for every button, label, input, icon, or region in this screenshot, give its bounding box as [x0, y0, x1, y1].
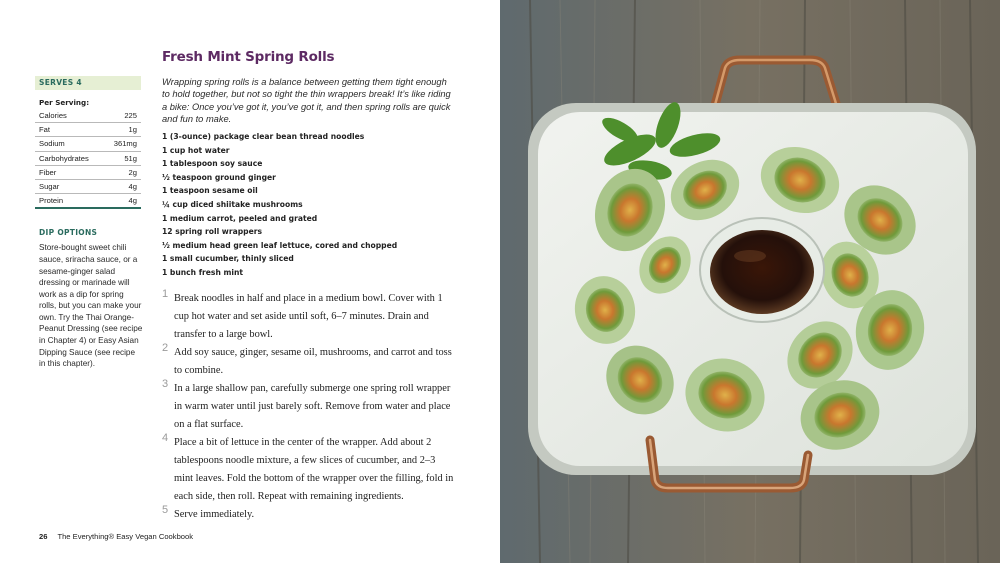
nutrient-label: Fiber — [39, 167, 57, 177]
nutrition-row — [35, 194, 141, 209]
per-serving-label: Per Serving: — [39, 98, 90, 107]
spring-rolls-photo — [500, 0, 1000, 563]
ingredient-item: 1 tablespoon soy sauce — [162, 159, 263, 169]
page-number: 26 — [39, 532, 48, 541]
nutrition-table — [35, 109, 141, 209]
nutrient-value: 1g — [128, 125, 137, 135]
nutrition-row — [35, 109, 141, 123]
page-footer — [39, 532, 193, 541]
step-item — [162, 288, 454, 342]
step-item — [162, 378, 454, 432]
ingredient-item: 1 (3-ounce) package clear bean thread noodles — [162, 132, 365, 141]
nutrition-row — [35, 123, 141, 137]
nutrient-value: 225 — [124, 111, 137, 120]
nutrient-value: 361mg — [113, 139, 137, 149]
step-text: In a large shallow pan, carefully submerge one spring roll wrapper in warm water until just barely soft. Remove from water and place on a flat surface. — [174, 383, 451, 430]
nutrient-label: Fat — [39, 125, 50, 135]
step-number: 2 — [162, 342, 169, 354]
ingredient-item: ½ medium head green leaf lettuce, cored and chopped — [162, 240, 398, 250]
step-number: 1 — [162, 288, 169, 300]
serves-badge: SERVES 4 — [35, 76, 141, 90]
step-list — [162, 288, 454, 522]
ingredient-item: 1 cup hot water — [162, 145, 230, 155]
ingredient-list — [162, 130, 462, 280]
nutrient-label: Sugar — [39, 181, 60, 191]
nutrition-row — [35, 166, 141, 180]
dip-options-text: Store-bought sweet chili sauce, sriracha sauce, or a sesame-ginger salad dressing or marinade will work as a dip for spring rolls, but you can make your own. Try the Thai Orange-Peanut Dressing (see recipe in Chapter 4) or Easy Asian Dipping Sauce (see recipe in this chapter). — [39, 243, 143, 369]
food-photo — [500, 0, 1000, 563]
step-number: 4 — [162, 432, 169, 444]
ingredient-item: 1 small cucumber, thinly sliced — [162, 254, 294, 264]
nutrition-row — [35, 137, 141, 151]
ingredient-item: ¼ cup diced shiitake mushrooms — [162, 199, 303, 209]
nutrient-label: Sodium — [39, 139, 65, 149]
nutrient-label: Protein — [39, 196, 64, 206]
step-text: Place a bit of lettuce in the center of the wrapper. Add about 2 tablespoons noodle mixture, a few slices of cucumber, and 2–3 mint leaves. Fold the bottom of the wrapper over the filling, fold in each side, then roll. Repeat with remaining ingredients. — [174, 437, 454, 502]
nutrient-value: 2g — [128, 167, 137, 177]
nutrition-row — [35, 152, 141, 166]
recipe-intro: Wrapping spring rolls is a balance between getting them tight enough to hold together, but not so tight the thin wrappers break! It’s like riding a bike: Once you’ve got it, you’ve got it, and then spring rolls are quick and fun to make. — [162, 77, 451, 124]
step-text: Add soy sauce, ginger, sesame oil, mushrooms, and carrot and toss to combine. — [174, 347, 452, 376]
ingredient-item: 1 teaspoon sesame oil — [162, 186, 258, 196]
book-title: The Everything® Easy Vegan Cookbook — [57, 532, 194, 541]
ingredient-item: 1 medium carrot, peeled and grated — [162, 213, 318, 223]
nutrient-value: 4g — [128, 196, 137, 206]
nutrient-label: Calories — [39, 111, 67, 120]
step-item — [162, 342, 454, 378]
ingredient-item: 12 spring roll wrappers — [162, 227, 262, 237]
nutrient-value: 51g — [124, 153, 137, 163]
step-item — [162, 504, 454, 522]
nutrient-value: 4g — [128, 181, 137, 191]
step-number: 5 — [162, 504, 169, 516]
step-text: Serve immediately. — [174, 509, 255, 520]
ingredient-item: ½ teaspoon ground ginger — [162, 172, 276, 182]
nutrition-row — [35, 180, 141, 194]
nutrient-label: Carbohydrates — [39, 153, 89, 163]
nutrition-sidebar — [35, 76, 141, 370]
dipping-sauce — [710, 230, 814, 314]
step-number: 3 — [162, 378, 169, 390]
recipe-title: Fresh Mint Spring Rolls — [162, 49, 335, 65]
dip-options-heading: DIP OPTIONS — [39, 228, 98, 238]
step-text: Break noodles in half and place in a medium bowl. Cover with 1 cup hot water and set aside until soft, 6–7 minutes. Drain and transfer to a large bowl. — [174, 293, 443, 340]
ingredient-item: 1 bunch fresh mint — [162, 267, 244, 277]
step-item — [162, 432, 454, 504]
